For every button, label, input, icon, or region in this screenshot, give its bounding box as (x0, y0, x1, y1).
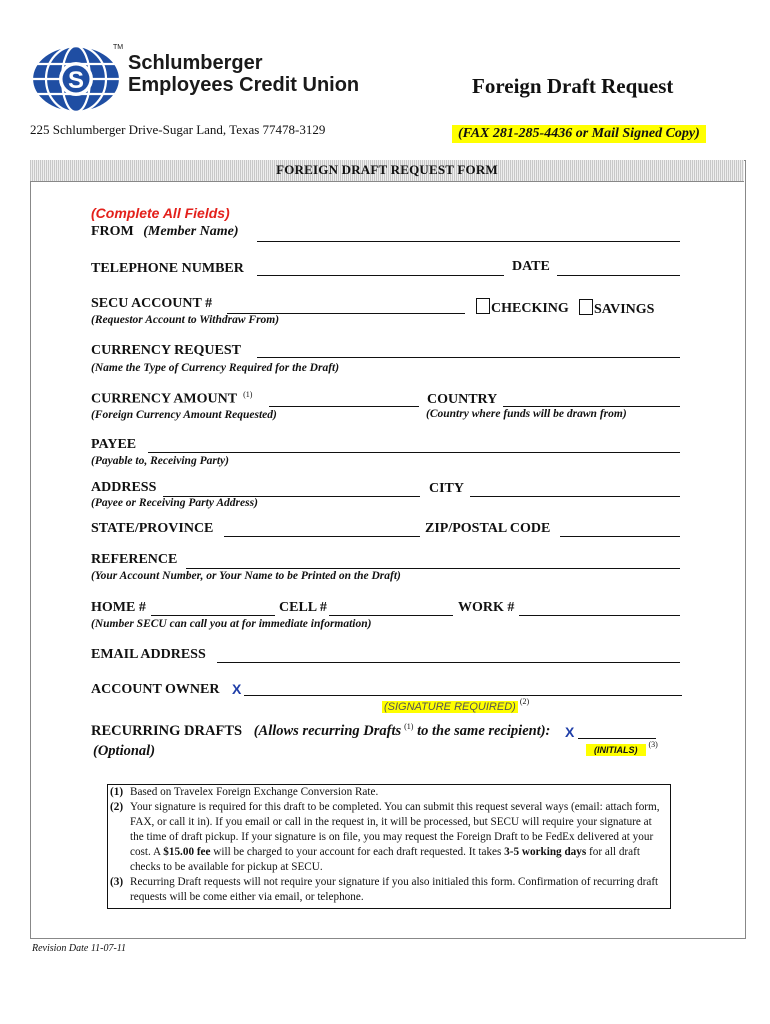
logo-tm: TM (113, 44, 124, 51)
signature-required (382, 697, 529, 715)
recurring-label (91, 722, 550, 740)
footnote-2-days: 3-5 working days (504, 846, 587, 858)
currency-request-field[interactable] (257, 357, 680, 358)
footnote-3-text: Recurring Draft requests will not require your signature if you also initialed this form. Confirmation of recurring draft requests will be come either via email, or telephone. (130, 876, 659, 903)
telephone-field[interactable] (257, 275, 504, 276)
footnote-3-num: (3) (110, 876, 124, 888)
date-label: DATE (512, 259, 550, 274)
complete-all-fields-note: (Complete All Fields) (91, 205, 230, 221)
owner-label: ACCOUNT OWNER (91, 682, 220, 697)
payee-field[interactable] (148, 452, 680, 453)
country-field[interactable] (503, 406, 680, 407)
footnote-1-num: (1) (110, 786, 124, 798)
email-label: EMAIL ADDRESS (91, 647, 206, 662)
recurring-text-b: to the same recipient): (417, 722, 551, 739)
reference-label: REFERENCE (91, 552, 178, 567)
page-title: Foreign Draft Request (472, 74, 674, 98)
initials-required (586, 740, 658, 758)
footnotes-box (107, 784, 671, 909)
logo-name-line1: Schlumberger (128, 52, 263, 74)
payee-sub: (Payable to, Receiving Party) (91, 455, 229, 467)
footnote-3 (108, 875, 670, 905)
currency-request-sub: (Name the Type of Currency Required for the Draft) (91, 362, 340, 374)
credit-union-address: 225 Schlumberger Drive-Sugar Land, Texas 77478-3129 (30, 122, 326, 137)
work-phone-field[interactable] (519, 615, 680, 616)
form-title: FOREIGN DRAFT REQUEST FORM (276, 162, 498, 177)
initials-field[interactable] (578, 738, 656, 739)
currency-amount-field[interactable] (269, 406, 419, 407)
telephone-label: TELEPHONE NUMBER (91, 261, 244, 276)
checking-checkbox[interactable] (476, 298, 490, 314)
savings-option[interactable] (579, 299, 654, 318)
footnote-2-part-a: Your signature is required for this draft to be completed. You can submit this request several ways (email: attach form, FAX, or call it in). If you email or call in the request in, it will be processed, but SECU will require your signature at the time of draft pickup. If your signature is on file, you may request the Foreign Draft to be FedEx delivered at your cost. A (130, 801, 660, 858)
savings-label: SAVINGS (594, 302, 655, 317)
signature-sup: (2) (519, 697, 530, 706)
recurring-sup: (1) (404, 722, 414, 731)
state-label: STATE/PROVINCE (91, 521, 214, 536)
currency-amount-sub: (Foreign Currency Amount Requested) (91, 409, 277, 421)
phone-sub: (Number SECU can call you at for immediate information) (91, 618, 372, 630)
recurring-label-text: RECURRING DRAFTS (91, 722, 243, 739)
state-field[interactable] (224, 536, 420, 537)
savings-checkbox[interactable] (579, 299, 593, 315)
city-label: CITY (429, 481, 465, 496)
country-sub: (Country where funds will be drawn from) (426, 408, 627, 420)
owner-signature-field[interactable] (244, 695, 682, 696)
globe-icon (30, 44, 122, 114)
date-field[interactable] (557, 275, 680, 276)
recurring-text-a: (Allows recurring Drafts (253, 722, 402, 739)
payee-label: PAYEE (91, 437, 137, 452)
optional-label: (Optional) (93, 743, 156, 759)
from-label (91, 224, 239, 240)
footnote-2-part-c: for all draft checks to be available for pickup at SECU. (130, 846, 640, 873)
checking-label: CHECKING (491, 301, 569, 316)
footnote-2-part-b: will be charged to your account for each draft requested. It takes (210, 846, 505, 858)
checking-option[interactable] (476, 298, 569, 317)
address-sub: (Payee or Receiving Party Address) (91, 497, 258, 509)
zip-label: ZIP/POSTAL CODE (425, 521, 551, 536)
signature-required-text: (SIGNATURE REQUIRED) (384, 701, 516, 714)
footnote-2-text (130, 800, 670, 875)
home-phone-field[interactable] (151, 615, 275, 616)
country-label: COUNTRY (427, 392, 498, 407)
currency-amount-label (91, 390, 252, 408)
city-field[interactable] (470, 496, 680, 497)
logo (30, 44, 122, 114)
footnote-1-text: Based on Travelex Foreign Exchange Conversion Rate. (130, 786, 379, 798)
recurring-x-mark: X (565, 724, 575, 740)
footnote-2 (108, 800, 670, 875)
from-label-text: FROM (91, 224, 134, 239)
from-field[interactable] (257, 241, 680, 242)
footnote-2-fee: $15.00 fee (163, 846, 211, 858)
account-label: SECU ACCOUNT # (91, 296, 213, 311)
email-field[interactable] (217, 662, 680, 663)
revision-date: Revision Date 11-07-11 (32, 943, 127, 954)
cell-phone-field[interactable] (329, 615, 453, 616)
reference-field[interactable] (186, 568, 680, 569)
home-label: HOME # (91, 600, 146, 615)
initials-sup: (3) (648, 740, 658, 749)
work-label: WORK # (458, 600, 515, 615)
currency-amount-sup: (1) (243, 390, 253, 399)
svg-text:S: S (67, 67, 85, 94)
footnote-1 (108, 785, 670, 800)
account-sub: (Requestor Account to Withdraw From) (91, 314, 280, 326)
logo-name-line2: Employees Credit Union (128, 74, 360, 96)
fax-instructions: (FAX 281-285-4436 or Mail Signed Copy) (452, 125, 706, 143)
currency-amount-label-text: CURRENCY AMOUNT (91, 391, 238, 407)
zip-field[interactable] (560, 536, 680, 537)
reference-sub: (Your Account Number, or Your Name to be Printed on the Draft) (91, 570, 401, 582)
footnote-2-num: (2) (110, 801, 124, 813)
currency-request-label: CURRENCY REQUEST (91, 343, 242, 358)
cell-label: CELL # (279, 600, 327, 615)
owner-x-mark: X (232, 681, 242, 697)
from-sub: (Member Name) (143, 224, 239, 239)
address-label: ADDRESS (91, 480, 157, 495)
initials-text: (INITIALS) (586, 744, 646, 756)
